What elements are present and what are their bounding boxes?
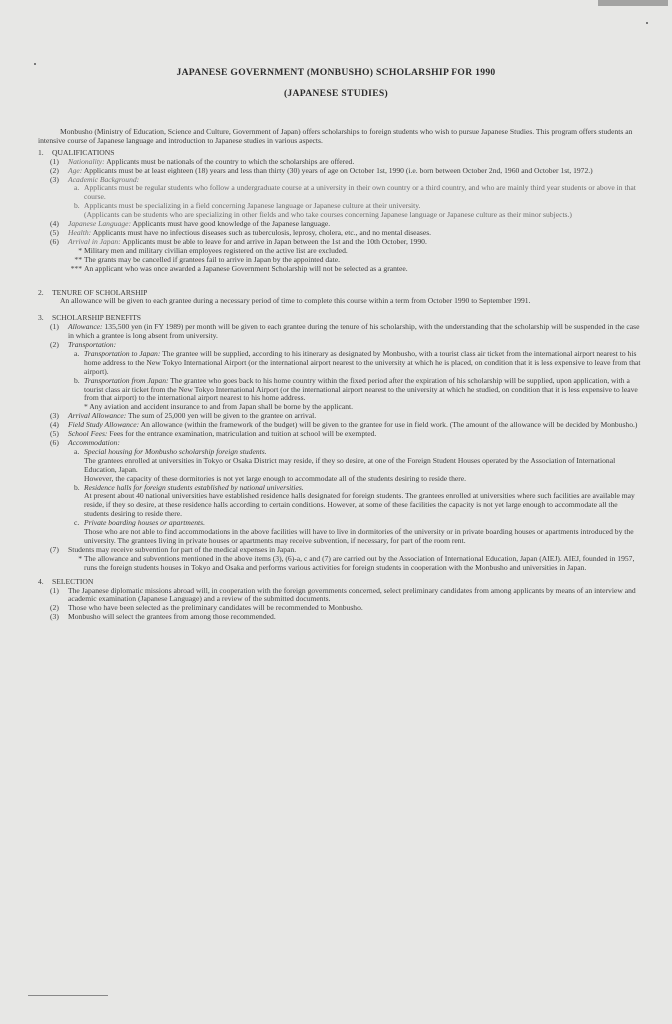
residence-halls-text: At present about 40 national universities have established residence halls designated for foreign students. The grantees enrolled at universities where such facilities are available may reside, if they so desire, at these residence halls according to certain conditions. However, at some of these facilities the capacity is not yet large enough to accommodate all the students desiring to reside there. <box>84 491 635 519</box>
scan-line-mark <box>28 995 108 996</box>
document-subtitle: (JAPANESE STUDIES) <box>283 88 389 99</box>
item-selection-3: (3) Monbusho will select the grantees from among those recommended. <box>50 612 276 622</box>
section-qualifications <box>38 149 642 274</box>
tenure-paragraph: An allowance will be given to each grantee during a necessary period of time to complete this course within a term from October 1990 to September 1991. <box>60 296 531 306</box>
subitem-transport-to-japan: a. Transportation to Japan: The grantee will be supplied, according to his itinerary as designated by Monbusho, with a tourist class air ticket from the international airport nearest to his home address to the New Tokyo International Airport (or the international airport nearest to the university at which he is placed, on condition that it is less expensive to leave from that airport). <box>74 348 641 376</box>
section-benefits <box>38 314 642 572</box>
item-nationality: (1) Nationality: Applicants must be nationals of the country to which the scholarships are offered. <box>50 156 355 166</box>
subitem-academic-b: b. Applicants must be specializing in a field concerning Japanese language or Japanese culture at their university. <box>74 201 421 211</box>
item-accommodation: (6) Accommodation: <box>50 438 120 447</box>
document-body <box>38 128 642 622</box>
scan-speck <box>34 63 36 65</box>
section-heading: 3. SCHOLARSHIP BENEFITS <box>38 313 141 323</box>
spacer <box>38 274 642 284</box>
item-medical: (7) Students may receive subvention for part of the medical expenses in Japan. <box>50 544 297 554</box>
private-housing-text: Those who are not able to find accommodations in the above facilities will have to live in dormitories of the university or in private boarding houses or apartments introduced by the university. The grantees living in private houses or apartments may receive subvention, if necessary, for part of the room rent. <box>84 527 634 545</box>
item-allowance: (1) Allowance: 135,500 yen (in FY 1989) per month will be given to each grantee during the tenure of his scholarship, with the understanding that the scholarship will be suspended in the case in which a grantee is long absent from university. <box>50 322 640 341</box>
note-cancel: ** The grants may be cancelled if grantees fail to arrive in Japan by the appointed date. <box>74 254 340 264</box>
section-tenure <box>38 289 642 307</box>
intro-paragraph: Monbusho (Ministry of Education, Science and Culture, Government of Japan) offers scholarships to foreign students who wish to pursue Japanese Studies. This program offers students an intensive course of Japanese language and introduction to Japanese studies in various aspects. <box>38 127 633 145</box>
item-age: (2) Age: Applicants must be at least eighteen (18) years and less than thirty (30) years of age on October 1st, 1990 (i.e. born between October 2nd, 1960 and October 1st, 1972.) <box>50 165 593 175</box>
note-previous-award: *** An applicant who was once awarded a Japanese Government Scholarship will not be selected as a grantee. <box>70 263 408 273</box>
subitem-private-housing: c. Private boarding houses or apartments. <box>74 518 206 528</box>
subitem-transport-from-japan: b. Transportation from Japan: The grantee who goes back to his home country within the fixed period after the expiration of his scholarship will be supplied, upon application, with a tourist class air ticket from the New Tokyo International Airport (or the international airport nearest to the university at which he studied, on condition that it is less expensive to leave from that airport) to the international airport nearest to his home address. <box>74 375 638 403</box>
item-field-study: (4) Field Study Allowance: An allowance (within the framework of the budget) will be given to the grantee for use in field work. (The amount of the allowance will be decided by Monbusho.) <box>50 420 638 430</box>
subitem-academic-a: a. Applicants must be regular students who follow a undergraduate course at a university in their own country or a third country, and who are mainly third year students or above in that course. <box>74 183 636 202</box>
item-transportation: (2) Transportation: <box>50 340 117 350</box>
item-arrival: (6) Arrival in Japan: Applicants must be able to leave for and arrive in Japan between the 1st and the 10th October, 1990. <box>50 236 427 246</box>
special-housing-capacity: However, the capacity of these dormitories is not yet large enough to accommodate all of the students desiring to reside there. <box>84 473 467 483</box>
special-housing-text: The grantees enrolled at universities in Tokyo or Osaka District may reside, if they so desire, at one of the Foreign Student Houses operated by the Association of International Education, Japan. <box>84 455 616 474</box>
section-selection <box>38 578 642 623</box>
section-heading: 4. SELECTION <box>38 576 94 586</box>
subitem-residence-halls: b. Residence halls for foreign students established by national universities. <box>74 482 304 492</box>
scan-speck <box>646 22 648 24</box>
aiej-note: * The allowance and subventions mentioned in the above items (3), (6)-a, c and (7) are carried out by the Association of International Education, Japan (AIEJ). AIEJ, founded in 1957, runs the foreign students houses in Tokyo and Osaka and performs various activities for foreign students in cooperation with the Monbusho and universities in Japan. <box>78 553 635 572</box>
item-japanese-language: (4) Japanese Language: Applicants must have good knowledge of the Japanese language. <box>50 219 331 229</box>
academic-note: (Applicants can be students who are specializing in other fields and who take courses concerning Japanese language or Japanese culture as their minor subjects.) <box>84 210 572 220</box>
item-selection-1: (1) The Japanese diplomatic missions abroad will, in cooperation with the foreign governments concerned, select preliminary candidates from among applicants by means of an interview and academic examination (Japanese Language) and a review of the submitted documents. <box>50 585 636 604</box>
document-title: JAPANESE GOVERNMENT (MONBUSHO) SCHOLARSHIP FOR 1990 <box>176 67 496 78</box>
item-academic-background: (3) Academic Background: <box>50 174 140 184</box>
scan-edge-mark <box>598 0 668 6</box>
insurance-note: * Any aviation and accident insurance to and from Japan shall be borne by the applicant. <box>84 402 354 412</box>
section-heading: 1. QUALIFICATIONS <box>38 147 115 157</box>
note-military: * Military men and military civilian employees registered on the active list are excluded. <box>78 245 348 255</box>
item-selection-2: (2) Those who have been selected as the preliminary candidates will be recommended to Monbusho. <box>50 603 363 613</box>
subitem-special-housing: a. Special housing for Monbusho scholarship foreign students. <box>74 446 267 456</box>
item-arrival-allowance: (3) Arrival Allowance: The sum of 25,000 yen will be given to the grantee on arrival. <box>50 411 317 421</box>
section-heading: 2. TENURE OF SCHOLARSHIP <box>38 287 148 297</box>
item-health: (5) Health: Applicants must have no infectious diseases such as tuberculosis, leprosy, cholera, etc., and no mental diseases. <box>50 227 432 237</box>
item-school-fees: (5) School Fees: Fees for the entrance examination, matriculation and tuition at school will be exempted. <box>50 429 377 439</box>
